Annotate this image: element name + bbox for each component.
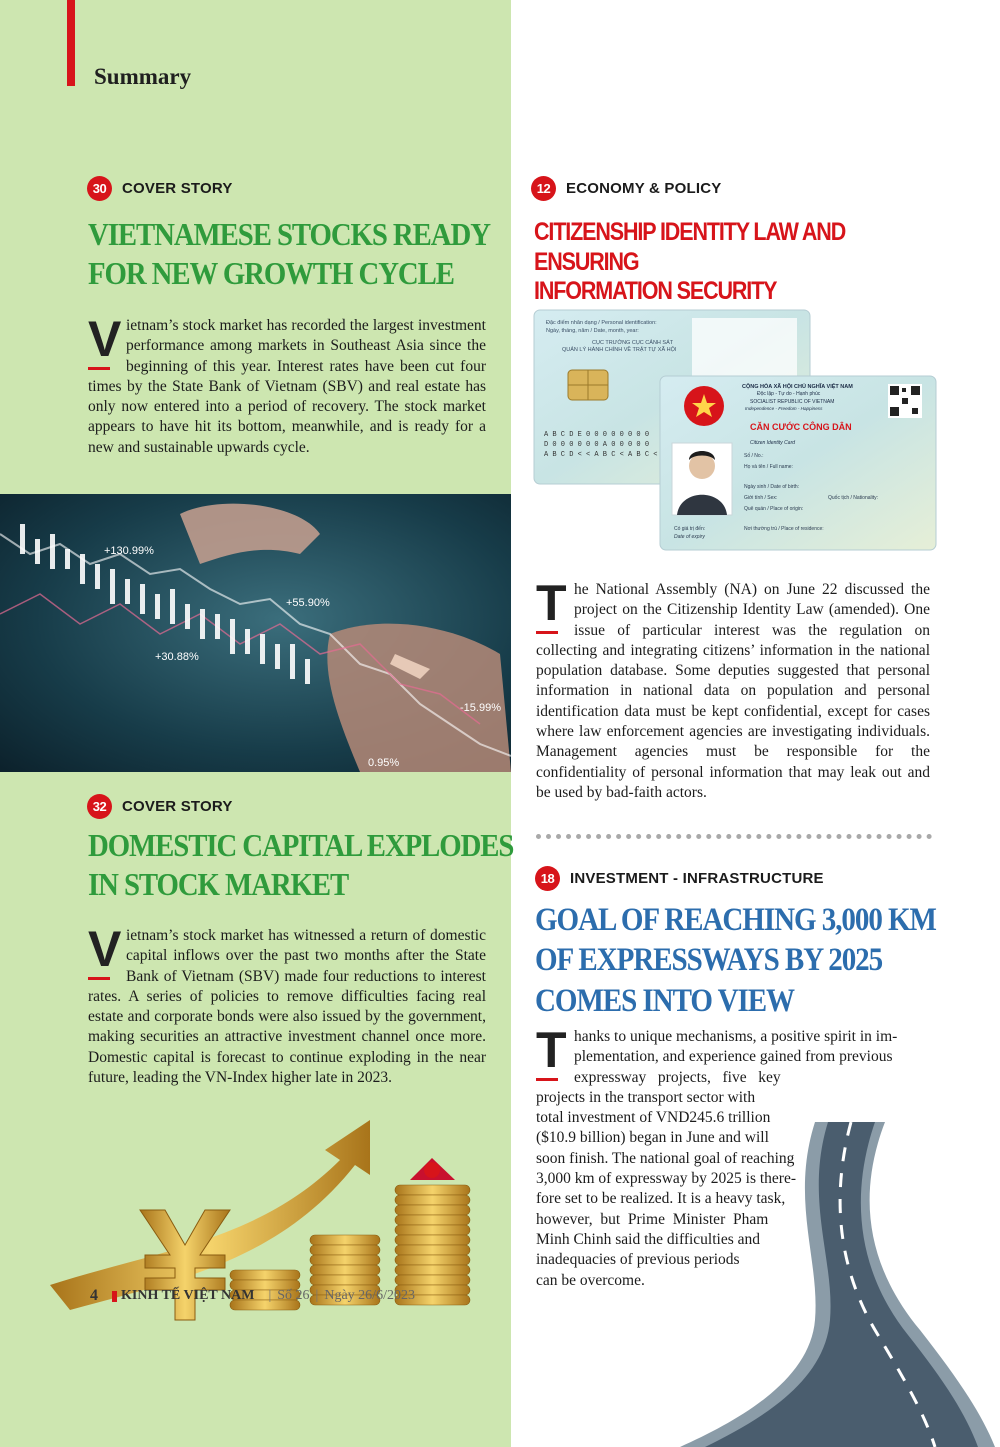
body-line: soon finish. The national goal of reaching <box>536 1149 795 1167</box>
body-text: ietnam’s stock market has recorded the largest investment performance among markets in Southeast Asia since the beginning of this year. Interest rates have been cut four times by the State Bank of Vietnam (SBV) and real estate has only now entered into a period of recovery. The stock market appears to have hit its bottom, meanwhile, and is ready for a new and sustainable upwards cycle. <box>88 317 486 456</box>
body-line: inadequacies of previous periods <box>536 1251 740 1269</box>
svg-text:Họ và tên / Full name:: Họ và tên / Full name: <box>744 464 793 470</box>
article-tag-18 <box>535 866 824 891</box>
svg-text:Có giá trị đến:: Có giá trị đến: <box>674 526 706 532</box>
svg-text:Quốc tịch / Nationality:: Quốc tịch / Nationality: <box>828 495 879 501</box>
headline-line: COMES INTO VIEW <box>535 982 795 1019</box>
id-card-illustration <box>532 308 938 552</box>
svg-text:Độc lập - Tự do - Hạnh phúc: Độc lập - Tự do - Hạnh phúc <box>757 391 821 397</box>
article-tag-12 <box>531 176 721 201</box>
body-line: 3,000 km of expressway by 2025 is there- <box>536 1170 797 1188</box>
publication-name: KINH TẾ VIỆT NAM <box>121 1288 255 1303</box>
drop-cap: T <box>536 1031 566 1083</box>
svg-text:CỤC TRƯỞNG CỤC CẢNH SÁT: CỤC TRƯỞNG CỤC CẢNH SÁT <box>592 340 674 346</box>
body-text: he National Assembly (NA) on June 22 discussed the project on the Citizenship Identity Law (amended). One issue of particular interest was the regulation on collecting and integrating citizens’ information in the national population database. Some deputies suggested that personal information in national data on population and personal identification data must be kept confidential, except for cases where law enforcement agencies are investigating individuals. Management agencies must be responsible for the confidentiality of personal information that may leak out and be used by bad-faith actors. <box>536 581 930 801</box>
svg-text:QUẢN LÝ HÀNH CHÍNH VỀ TRẬT TỰ: QUẢN LÝ HÀNH CHÍNH VỀ TRẬT TỰ XÃ HỘI <box>562 347 677 353</box>
body-line: however, but Prime Minister Pham <box>536 1210 769 1228</box>
svg-text:Independence - Freedom - Happi: Independence - Freedom - Happiness <box>745 406 823 411</box>
page-badge: 12 <box>531 176 556 201</box>
chart-label: +130.99% <box>104 545 154 557</box>
chart-label: 0.95% <box>368 757 400 769</box>
body-line: plementation, and experience gained from previous <box>574 1048 893 1066</box>
page-footer <box>90 1287 415 1305</box>
page-badge: 18 <box>535 866 560 891</box>
category-label: COVER STORY <box>122 798 233 815</box>
article-tag-30 <box>87 176 233 201</box>
svg-text:CỘNG HÒA XÃ HỘI CHỦ NGHĨA VIỆT: CỘNG HÒA XÃ HỘI CHỦ NGHĨA VIỆT NAM <box>742 384 853 390</box>
svg-text:A B C D E 0 0 0 0 0 0 0 0: A B C D E 0 0 0 0 0 0 0 0 <box>544 431 650 439</box>
article-body-30 <box>88 311 486 458</box>
drop-cap: T <box>536 584 566 636</box>
body-line: Minh Chinh said the difficulties and <box>536 1230 761 1248</box>
headline-line: VIETNAMESE STOCKS READY <box>88 216 490 252</box>
chart-label: +30.88% <box>155 651 199 663</box>
svg-text:D 0 0 0 0 0 0 A 0 0 0 0 0: D 0 0 0 0 0 0 A 0 0 0 0 0 <box>544 441 650 449</box>
headline-line: GOAL OF REACHING 3,000 KM <box>535 902 936 938</box>
brand-marker <box>112 1291 117 1302</box>
category-label: ECONOMY & POLICY <box>566 180 722 197</box>
stock-chart-photo <box>0 494 511 772</box>
article-body-12 <box>536 575 930 803</box>
svg-text:Nơi thường trú / Place of resi: Nơi thường trú / Place of residence: <box>744 526 824 532</box>
article-body-18 <box>536 1022 930 1291</box>
headline-line: DOMESTIC CAPITAL EXPLODES <box>88 827 514 863</box>
svg-text:A B C D < < A B C < A B C <: A B C D < < A B C < A B C < <box>544 451 658 459</box>
svg-text:CĂN CƯỚC CÔNG DÂN: CĂN CƯỚC CÔNG DÂN <box>750 422 852 432</box>
headline-line: OF EXPRESSWAYS BY 2025 <box>535 942 883 979</box>
svg-text:Quê quán / Place of origin:: Quê quán / Place of origin: <box>744 506 804 512</box>
svg-text:Số / No.:: Số / No.: <box>744 453 764 459</box>
svg-text:Giới tính / Sex:: Giới tính / Sex: <box>744 495 778 501</box>
issue-date: Ngày 26/6/2023 <box>324 1288 415 1303</box>
headline-citizenship-identity[interactable] <box>534 218 935 307</box>
headline-vietnamese-stocks[interactable] <box>88 215 490 293</box>
headline-expressways[interactable] <box>535 900 936 1021</box>
page-number: 4 <box>90 1287 98 1304</box>
headline-line: CITIZENSHIP IDENTITY LAW AND ENSURING <box>534 218 846 276</box>
body-line: fore set to be realized. It is a heavy task, <box>536 1190 786 1208</box>
body-line: projects in the transport sector with <box>536 1088 756 1106</box>
footer-separator: | <box>268 1288 272 1303</box>
body-line: ($10.9 billion) began in June and will <box>536 1129 769 1147</box>
body-line: can be overcome. <box>536 1271 645 1289</box>
svg-text:Đặc điểm nhân dạng / Personal: Đặc điểm nhân dạng / Personal identification: <box>546 320 657 326</box>
drop-cap: V <box>88 320 118 372</box>
category-label: INVESTMENT - INFRASTRUCTURE <box>570 870 824 887</box>
category-label: COVER STORY <box>122 180 233 197</box>
headline-line: IN STOCK MARKET <box>88 866 349 903</box>
article-body-32 <box>88 921 486 1088</box>
chart-label: +55.90% <box>286 597 330 609</box>
article-tag-32 <box>87 794 233 819</box>
footer-separator: | <box>315 1288 319 1303</box>
accent-bar <box>67 0 75 86</box>
headline-line: FOR NEW GROWTH CYCLE <box>88 255 454 292</box>
chart-label: -15.99% <box>460 702 501 714</box>
dotted-divider <box>536 834 932 839</box>
svg-text:SOCIALIST REPUBLIC OF VIETNAM: SOCIALIST REPUBLIC OF VIETNAM <box>750 399 835 405</box>
page-badge: 32 <box>87 794 112 819</box>
svg-text:Citizen Identity Card: Citizen Identity Card <box>750 440 796 446</box>
headline-line: INFORMATION SECURITY <box>534 277 777 305</box>
svg-text:Ngày sinh / Date of birth:: Ngày sinh / Date of birth: <box>744 484 800 490</box>
issue-number: Số 26 <box>277 1288 310 1303</box>
page-badge: 30 <box>87 176 112 201</box>
headline-domestic-capital[interactable] <box>88 826 513 904</box>
svg-text:Ngày, tháng, năm / Date, month: Ngày, tháng, năm / Date, month, year: <box>546 328 639 334</box>
section-title: Summary <box>94 64 192 89</box>
body-line: total investment of VND245.6 trillion <box>536 1109 771 1127</box>
body-line: expressway projects, five key <box>574 1068 781 1086</box>
svg-text:Date of expiry: Date of expiry <box>674 534 705 540</box>
drop-cap: V <box>88 930 118 982</box>
body-text: ietnam’s stock market has witnessed a return of domestic capital inflows over the past two months after the State Bank of Vietnam (SBV) made four reductions to interest rates. A series of policies to remove difficulties facing real estate and corporate bonds were also issued by the government, making securities an attractive investment channel once more. Domestic capital is forecast to continue exploding in the near future, leading the VN-Index higher late in 2023. <box>88 927 486 1087</box>
body-line: hanks to unique mechanisms, a positive spirit in im- <box>574 1028 898 1045</box>
